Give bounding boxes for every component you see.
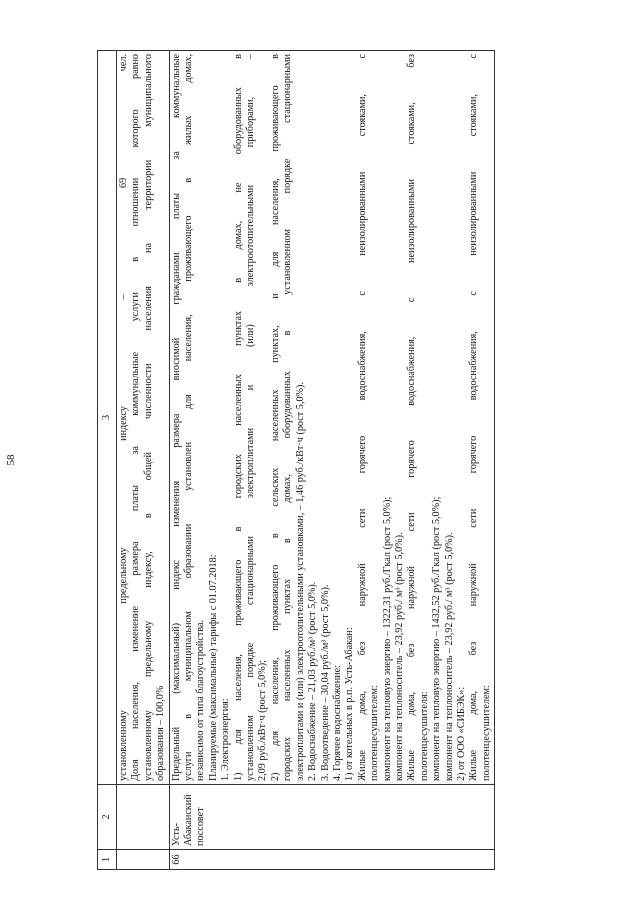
municipality-name: Усть-Абаканский поссовет [169,785,495,850]
text-line: 2) от ООО «СИБЭК»: [455,686,467,781]
text-line: 3. Водоотведение – 30,04 руб./м³ (рост 5,0%). [319,584,331,781]
text-line: полотенцесушителем: [369,685,381,781]
text-line: 2,09 руб./кВт·ч (рост 5,0%); [257,660,269,781]
text-line: 2) для населения, проживающего в сельских населенных пунктах, и для населения, проживающего в [269,54,281,781]
text-line: компонент на теплоноситель – 23,92 руб./ м³ (рост 5,0%). [393,532,405,781]
text-line: 2. Водоснабжение – 21,03 руб./м³ (рост 5,0%). [307,581,319,781]
text-line: Жилые дома, без наружной сети горячего водоснабжения, с неизолированными стояками, с [356,54,368,781]
text-line: полотенцесушителем: [480,685,492,781]
text-line: электроплитами и (или) электроотопительными установками, – 1,46 руб./кВт·ч (рост 5,0%). [294,382,306,781]
text-line: 1) от котельных в р.п. Усть-Абакан: [344,627,356,781]
text-line: компонент на тепловую энергию – 1432,52 руб./Гкал (рост 5,0%); [431,496,443,781]
column-header-3: 3 [98,51,117,785]
page-number: 58 [5,454,17,466]
table-row-66 [169,51,495,870]
column-header-2: 2 [98,785,117,850]
table-row-continuation [117,51,170,870]
cell-empty-number [117,850,170,870]
text-line: образования – 100,0% [155,685,167,781]
text-line: городских населенных пунктах в домах, оборудованных в установленном порядке стационарными [282,54,294,781]
row-number: 66 [169,850,495,870]
text-line: полотенцесушителя: [418,691,430,781]
text-line: компонент на теплоноситель – 23,92 руб./ м³ (рост 5,0%). [443,532,455,781]
tariff-table [97,50,495,870]
text-line: установленному предельному индексу – 69 чел. [118,54,129,781]
text-line: 1. Электроэнергия: [220,698,232,781]
text-line: Жилые дома, без наружной сети горячего водоснабжения, с неизолированными стояками, без [406,54,418,781]
rotated-page [5,50,617,870]
text-line: Планируемые (максимальные) тарифы с 01.07.2018: [207,554,219,781]
text-line: 1) для населения, проживающего в городских населенных пунктах в домах, не оборудованных в [232,54,244,781]
text-line: установленном порядке стационарными электроплитами и (или) электроотопительными приборами, – [245,54,257,781]
text-line: компонент на тепловую энергию – 1322,31 руб./Гкал (рост 5,0%); [381,496,393,781]
text-line: Доля населения, изменение размера платы за коммунальные услуги в отношении которого равно [130,54,142,781]
table-header-row [98,51,117,870]
tariff-description [169,51,495,785]
text-line: услуги в муниципальном образовании установлен для населения, проживающего в жилых домах, [183,54,195,781]
text-line: 4. Горячее водоснабжение: [331,665,343,781]
text-line: независимо от типа благоустройства. [195,619,207,781]
text-line: Жилые дома, без наружной сети горячего водоснабжения, с неизолированными стояками, с [468,54,480,781]
text-line: Предельный (максимальный) индекс изменения размера вносимой гражданами платы за коммунальные [170,54,182,781]
text-line: установленному предельному индексу, в общей численности населения на территории муниципального [142,54,154,781]
cell-continuation-text [117,51,170,785]
cell-empty-name [117,785,170,850]
column-header-1: 1 [98,850,117,870]
